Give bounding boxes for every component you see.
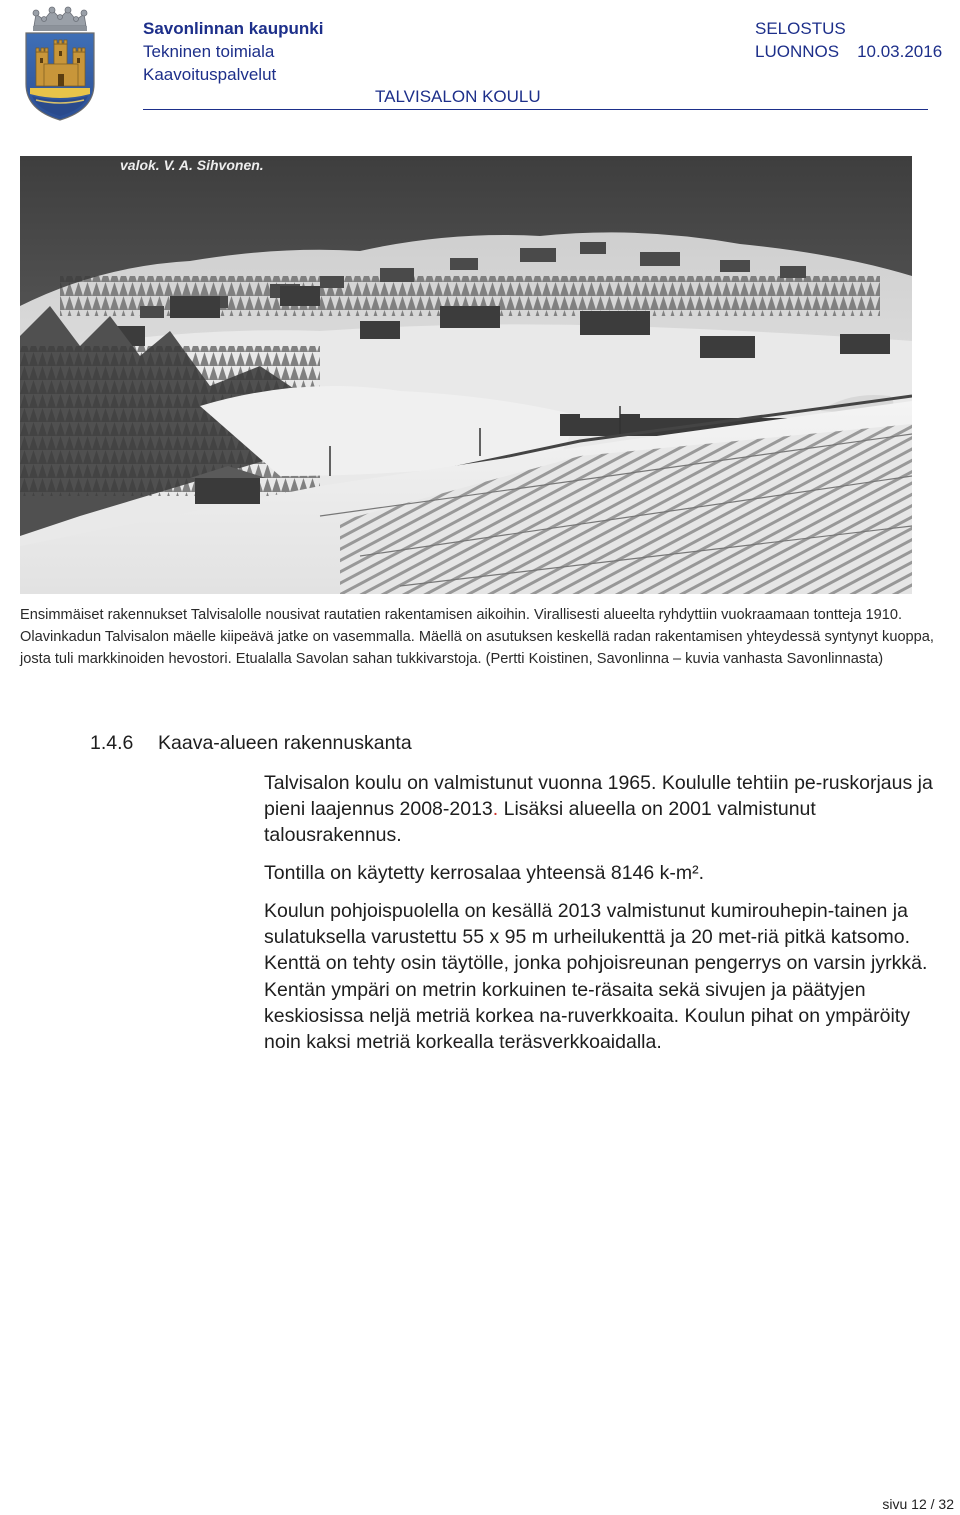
section-title: Kaava-alueen rakennuskanta [158,732,412,754]
draft-label: LUONNOS [755,42,840,61]
historical-winter-photo [20,156,912,594]
paragraph-text: Talvisalon koulu on valmistunut vuonna 1965. Koululle tehtiin pe-ruskorjaus ja pieni laajennus 2008-2013 [264,772,933,821]
unit-name: Kaavoituspalvelut [143,65,277,84]
department-name: Tekninen toimiala [143,42,275,61]
paragraph-floor-area: Tontilla on käytetty kerrosalaa yhteensä 8146 k-m². [264,862,705,884]
photo-caption: Ensimmäiset rakennukset Talvisalolle nousivat rautatien rakentamisen aikoihin. Virallisesti alueelta ryhdyttiin vuokraamaan tontteja 1910. Olavinkadun Talvisalon mäelle kiipeävä jatke on vasemmalla. Mäellä on asutuksen keskellä radan rakentamisen yhteydessä syntynyt kuoppa, josta tuli markkinoiden hevostori. Etualalla Savolan sahan tukkivarstoja. (Pertti Koistinen, Savonlinna – kuvia vanhasta Savonlinnasta) [20,607,934,667]
section-heading [90,732,412,755]
page-number: sivu 12 / 32 [882,1496,954,1512]
document-type: SELOSTUS [755,19,846,38]
draft-status-line [755,41,942,63]
organization-name: Savonlinnan kaupunki [143,19,324,38]
header-divider [143,109,928,110]
section-number: 1.4.6 [90,732,134,754]
paragraph-sports-field: Koulun pohjoispuolella on kesällä 2013 valmistunut kumirouhepin-tainen ja sulatuksella varustettu 55 x 95 m urheilukenttä ja 20 met-riä pitkä katsomo. Kenttä on tehty osin täytölle, jonka pohjoisreunan pengerrys on varsin jyrkkä. Kentän ympäri on metrin korkuinen te-räsaita sekä sivujen ja päätyjen keskiosissa neljä metriä korkea na-ruverkkoaita. Koulun pihat on ympäröity noin kaksi metriä korkealla teräsverkkoaidalla. [264,900,928,1054]
plan-name: TALVISALON KOULU [375,87,541,106]
draft-date: 10.03.2016 [857,42,943,61]
paragraph-school-history [264,770,944,849]
city-crest-logo [22,6,98,124]
photo-inscription: valok. V. A. Sihvonen. [120,157,264,173]
highlighted-period: . [492,798,499,821]
paragraph-text: Lisäksi alueella on 2001 valmistunut talousrakennus. [264,798,816,847]
